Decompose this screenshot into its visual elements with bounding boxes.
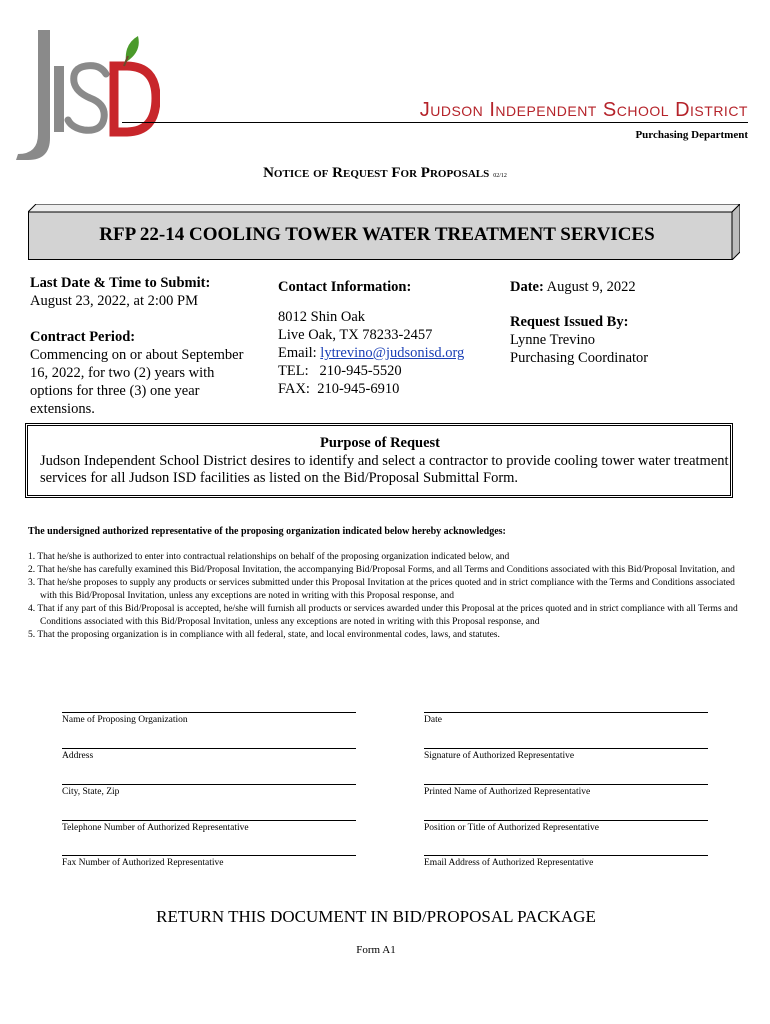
form-id: Form A1 [356, 944, 396, 956]
city-state-zip-line[interactable] [62, 784, 356, 785]
printed-name-line[interactable] [424, 784, 708, 785]
city-state-zip-label: City, State, Zip [62, 787, 120, 797]
fax-row [278, 380, 493, 398]
email-address-label: Email Address of Authorized Representative [424, 858, 594, 868]
department-name: Purchasing Department [635, 129, 748, 141]
acknowledgment-item: 5. That the proposing organization is in compliance with all federal, state, and local environmental codes, laws, and statutes. [28, 630, 500, 640]
tel-label: TEL: [278, 363, 309, 379]
telephone-line[interactable] [62, 820, 356, 821]
rfp-title: RFP 22-14 COOLING TOWER WATER TREATMENT SERVICES [99, 224, 655, 245]
fax-label: FAX: [278, 381, 310, 397]
issued-by-label: Request Issued By: [510, 314, 629, 330]
fax-number-line[interactable] [62, 855, 356, 856]
address-line1: 8012 Shin Oak [278, 309, 365, 325]
organization-name-line[interactable] [62, 712, 356, 713]
header-rule [122, 122, 748, 123]
issued-by-name: Lynne Trevino [510, 332, 595, 348]
last-date-value: August 23, 2022, at 2:00 PM [30, 293, 198, 309]
position-title-line[interactable] [424, 820, 708, 821]
acknowledgment-item: 3. That he/she proposes to supply any products or services submitted under this Proposal Invitation at the prices quoted and in strict compliance with the Terms and Conditions associated with this Bid/Proposal Invitation, unless any exceptions are noted in writing with this Proposal response, and [28, 578, 735, 601]
date-field-label: Date [424, 715, 442, 725]
email-label: Email: [278, 345, 317, 361]
date-line[interactable] [424, 712, 708, 713]
acknowledgment-item: 2. That he/she has carefully examined this Bid/Proposal Invitation, the accompanying Bid/Proposal Forms, and all Terms and Conditions associated with this Bid/Proposal Invitation, and [28, 565, 735, 575]
tel-value: 210-945-5520 [319, 363, 402, 379]
date-value: August 9, 2022 [546, 279, 636, 295]
printed-name-label: Printed Name of Authorized Representative [424, 787, 591, 797]
signature-label: Signature of Authorized Representative [424, 751, 575, 761]
notice-title [0, 165, 770, 182]
email-address-line[interactable] [424, 855, 708, 856]
address-label: Address [62, 751, 94, 761]
acknowledgment-item: 4. That if any part of this Bid/Proposal is accepted, he/she will furnish all products or services awarded under this Proposal at the prices quoted and in strict compliance with all Terms and Conditions associated with this Bid/Proposal Invitation, unless any exceptions are noted in writing with this Proposal response, and [28, 604, 738, 627]
telephone-label: Telephone Number of Authorized Representative [62, 823, 249, 833]
submission-info [30, 274, 260, 418]
date-row [510, 278, 740, 296]
notice-title-text: Notice of Request For Proposals [263, 165, 490, 181]
acknowledgment-item: 1. That he/she is authorized to enter into contractual relationships on behalf of the proposing organization indicated below, and [28, 552, 510, 562]
issued-by-title: Purchasing Coordinator [510, 350, 649, 366]
acknowledgment-list [28, 551, 740, 642]
district-name: Judson Independent School District [419, 99, 748, 121]
return-note: RETURN THIS DOCUMENT IN BID/PROPOSAL PACKAGE [156, 907, 596, 926]
position-title-label: Position or Title of Authorized Representative [424, 823, 599, 833]
fax-value: 210-945-6910 [317, 381, 400, 397]
notice-code: 02/12 [493, 173, 507, 179]
issue-info [510, 278, 740, 367]
email-row [278, 344, 493, 362]
email-link[interactable]: lytrevino@judsonisd.org [320, 345, 465, 361]
address-line2: Live Oak, TX 78233-2457 [278, 327, 433, 343]
address-line[interactable] [62, 748, 356, 749]
contact-info [278, 278, 493, 398]
signature-line[interactable] [424, 748, 708, 749]
acknowledgment-intro: The undersigned authorized representative of the proposing organization indicated below hereby acknowledges: [28, 526, 506, 537]
tel-row [278, 362, 493, 380]
jisd-logo [10, 26, 160, 166]
fax-number-label: Fax Number of Authorized Representative [62, 858, 224, 868]
organization-name-label: Name of Proposing Organization [62, 715, 188, 725]
contract-period-value: Commencing on or about September 16, 2022, for two (2) years with options for three (3) one year extensions. [30, 347, 244, 417]
contract-period-label: Contract Period: [30, 329, 136, 345]
contact-label: Contact Information: [278, 279, 412, 295]
date-label: Date: [510, 279, 544, 295]
last-date-label: Last Date & Time to Submit: [30, 275, 211, 291]
purpose-text: Judson Independent School District desires to identify and select a contractor to provide cooling tower water treatment services for all Judson ISD facilities as listed on the Bid/Proposal Submittal Form. [40, 453, 729, 486]
purpose-title: Purpose of Request [319, 435, 441, 451]
